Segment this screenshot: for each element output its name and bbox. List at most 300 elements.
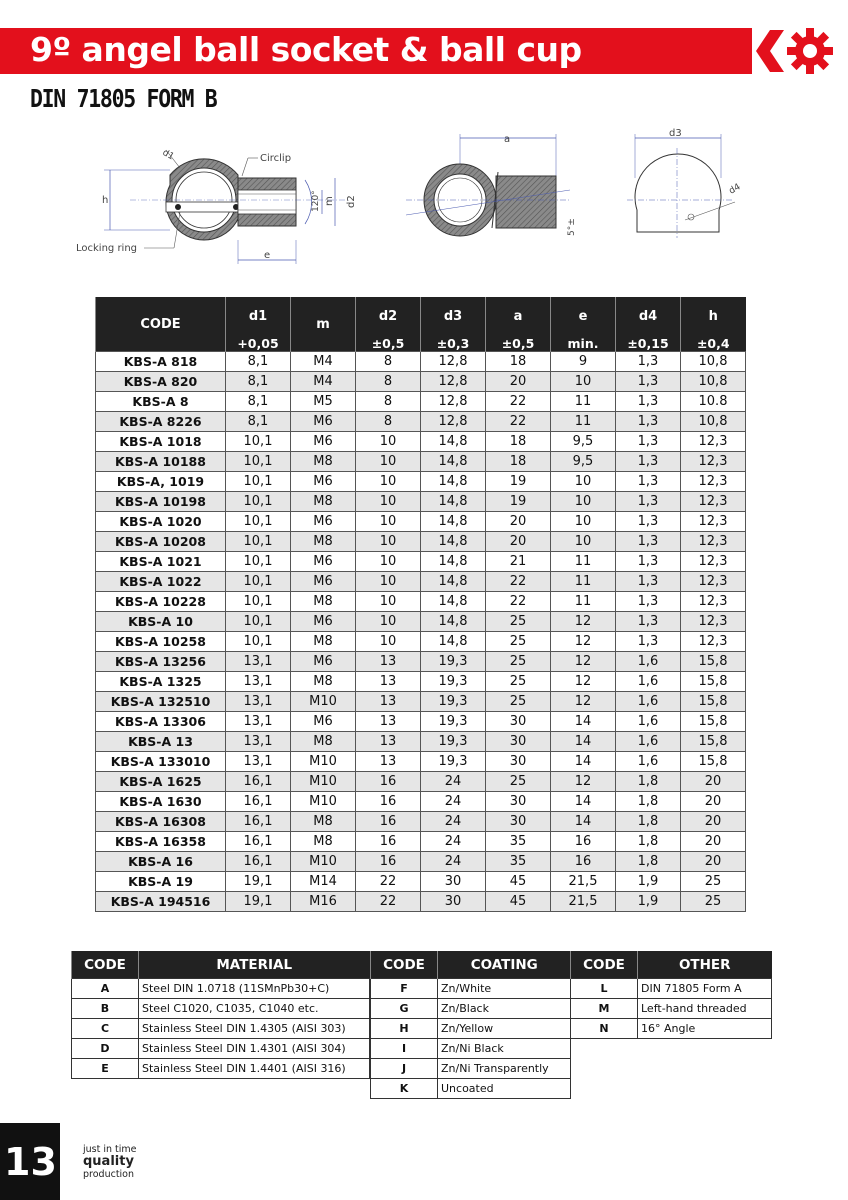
table-cell-code: KBS-A 19 <box>96 872 226 892</box>
table-cell: 9,5 <box>551 452 616 472</box>
table-cell: M6 <box>291 412 356 432</box>
table-cell: 20 <box>486 532 551 552</box>
table-header-row <box>96 297 746 335</box>
table-cell: 30 <box>421 892 486 912</box>
table-cell: 14 <box>551 792 616 812</box>
table-cell: 8 <box>356 412 421 432</box>
table-cell: 1,8 <box>616 772 681 792</box>
socket-tilt-drawing <box>400 130 580 250</box>
table-cell: 16,1 <box>226 772 291 792</box>
table-cell: 16 <box>356 852 421 872</box>
table-cell: 18 <box>486 452 551 472</box>
table-cell: 10 <box>356 472 421 492</box>
table-cell: 13,1 <box>226 672 291 692</box>
table-cell: 22 <box>486 412 551 432</box>
table-cell: 11 <box>551 592 616 612</box>
table-cell: M8 <box>291 492 356 512</box>
footer-line-1: just in time <box>83 1144 137 1155</box>
table-cell: 13,1 <box>226 732 291 752</box>
tolerance-d2: ±0,5 <box>356 335 421 352</box>
material-name: Stainless Steel DIN 1.4401 (AISI 316) <box>139 1059 370 1079</box>
table-row <box>96 812 746 832</box>
table-cell: 24 <box>421 772 486 792</box>
tolerance-d1: +0,05 <box>226 335 291 352</box>
table-row <box>96 412 746 432</box>
table-cell: 10,1 <box>226 612 291 632</box>
table-cell: 16 <box>551 832 616 852</box>
table-cell: 10 <box>551 512 616 532</box>
table-cell: 19,1 <box>226 892 291 912</box>
table-cell: M6 <box>291 652 356 672</box>
table-cell: M6 <box>291 712 356 732</box>
table-row <box>96 652 746 672</box>
table-cell: 20 <box>681 832 746 852</box>
table-cell: 35 <box>486 852 551 872</box>
label-d1: d1 <box>160 147 176 163</box>
other-name: Left-hand threaded <box>638 999 772 1019</box>
table-cell: 24 <box>421 812 486 832</box>
table-cell: 14,8 <box>421 472 486 492</box>
table-cell: 16 <box>356 812 421 832</box>
table-cell: 12,3 <box>681 612 746 632</box>
table-cell: 19,3 <box>421 692 486 712</box>
table-cell: 8,1 <box>226 352 291 372</box>
coating-name: Zn/White <box>438 979 571 999</box>
coating-row <box>371 999 571 1019</box>
label-tilt: 5°± <box>567 218 577 236</box>
table-cell: 19 <box>486 492 551 512</box>
table-cell: 19,3 <box>421 732 486 752</box>
table-cell: 1,3 <box>616 412 681 432</box>
table-cell: M10 <box>291 852 356 872</box>
coating-code: J <box>371 1059 438 1079</box>
table-cell: 12,3 <box>681 592 746 612</box>
page-title: 9º angel ball socket & ball cup <box>30 30 582 69</box>
table-cell: 10,1 <box>226 552 291 572</box>
table-row <box>96 892 746 912</box>
table-row <box>96 752 746 772</box>
table-cell: 14,8 <box>421 612 486 632</box>
table-cell: M8 <box>291 832 356 852</box>
table-cell: 10 <box>356 452 421 472</box>
table-cell: M6 <box>291 512 356 532</box>
table-cell: 9 <box>551 352 616 372</box>
table-cell: 1,3 <box>616 632 681 652</box>
table-cell: 14,8 <box>421 572 486 592</box>
header-m: m <box>291 297 356 352</box>
table-cell: M6 <box>291 572 356 592</box>
ball-cup-drawing <box>625 128 755 243</box>
label-d2: d2 <box>346 195 357 208</box>
table-cell: 13 <box>356 732 421 752</box>
table-cell-code: KBS-A 1021 <box>96 552 226 572</box>
table-cell: 25 <box>681 872 746 892</box>
table-row <box>96 732 746 752</box>
table-cell: 14,8 <box>421 512 486 532</box>
table-cell: 45 <box>486 892 551 912</box>
table-cell-code: KBS-A 10258 <box>96 632 226 652</box>
table-row <box>96 432 746 452</box>
table-cell: 8 <box>356 352 421 372</box>
table-cell: 22 <box>356 892 421 912</box>
table-cell: 12,3 <box>681 472 746 492</box>
tolerance-h: ±0,4 <box>681 335 746 352</box>
material-table <box>71 951 370 1079</box>
coating-code: K <box>371 1079 438 1099</box>
coating-row <box>371 1079 571 1099</box>
table-cell: 9,5 <box>551 432 616 452</box>
table-cell: 25 <box>486 612 551 632</box>
material-code: E <box>72 1059 139 1079</box>
table-cell: 10 <box>356 612 421 632</box>
dimensions-table-body <box>96 352 746 912</box>
table-cell: 12,3 <box>681 552 746 572</box>
table-cell: 10 <box>356 492 421 512</box>
table-cell: 22 <box>486 392 551 412</box>
material-row <box>72 999 370 1019</box>
label-m: m <box>324 196 335 206</box>
table-cell: 1,6 <box>616 712 681 732</box>
table-cell: 1,3 <box>616 532 681 552</box>
table-cell: 8,1 <box>226 372 291 392</box>
material-name: Stainless Steel DIN 1.4301 (AISI 304) <box>139 1039 370 1059</box>
coating-code: F <box>371 979 438 999</box>
table-cell: 12 <box>551 772 616 792</box>
table-cell: 25 <box>681 892 746 912</box>
table-cell: 25 <box>486 632 551 652</box>
table-cell: 1,3 <box>616 452 681 472</box>
gear-logo-icon <box>754 26 836 76</box>
table-cell-code: KBS-A 820 <box>96 372 226 392</box>
label-circlip: Circlip <box>260 153 292 164</box>
table-cell: 16 <box>356 792 421 812</box>
table-cell: 10,1 <box>226 432 291 452</box>
material-row <box>72 1059 370 1079</box>
page-number: 13 <box>4 1140 57 1184</box>
table-cell: 1,6 <box>616 752 681 772</box>
table-cell: M6 <box>291 432 356 452</box>
table-cell: 10 <box>551 532 616 552</box>
table-cell: 1,3 <box>616 352 681 372</box>
header-d4: d4 <box>616 297 681 335</box>
coating-name: Zn/Ni Black <box>438 1039 571 1059</box>
table-cell: 14,8 <box>421 552 486 572</box>
table-cell: 30 <box>486 792 551 812</box>
tolerance-d3: ±0,3 <box>421 335 486 352</box>
table-cell: 14,8 <box>421 452 486 472</box>
table-cell: 19,1 <box>226 872 291 892</box>
table-cell-code: KBS-A 16308 <box>96 812 226 832</box>
table-cell-code: KBS-A 194516 <box>96 892 226 912</box>
table-row <box>96 852 746 872</box>
other-name: 16° Angle <box>638 1019 772 1039</box>
table-cell: 25 <box>486 652 551 672</box>
table-cell: 1,8 <box>616 792 681 812</box>
header-d2: d2 <box>356 297 421 335</box>
table-cell: 1,3 <box>616 372 681 392</box>
dimensions-table <box>95 297 746 912</box>
table-row <box>96 572 746 592</box>
table-cell-code: KBS-A 1630 <box>96 792 226 812</box>
table-cell: 1,9 <box>616 892 681 912</box>
table-cell: M8 <box>291 592 356 612</box>
other-row <box>571 1019 772 1039</box>
table-cell-code: KBS-A 16358 <box>96 832 226 852</box>
table-cell: 18 <box>486 352 551 372</box>
table-cell: 19 <box>486 472 551 492</box>
material-name-header: MATERIAL <box>139 951 370 979</box>
table-cell: 1,3 <box>616 472 681 492</box>
other-row <box>571 999 772 1019</box>
table-cell-code: KBS-A 13256 <box>96 652 226 672</box>
table-cell: 1,6 <box>616 692 681 712</box>
table-cell: 16 <box>356 832 421 852</box>
table-row <box>96 612 746 632</box>
coating-name: Zn/Ni Transparently <box>438 1059 571 1079</box>
table-cell: 13,1 <box>226 712 291 732</box>
table-cell: 10,8 <box>681 412 746 432</box>
table-cell: 12,8 <box>421 412 486 432</box>
table-cell-code: KBS-A 10208 <box>96 532 226 552</box>
table-cell-code: KBS-A 1625 <box>96 772 226 792</box>
table-cell: 1,8 <box>616 852 681 872</box>
table-cell: 10,1 <box>226 472 291 492</box>
table-cell: 1,3 <box>616 612 681 632</box>
table-cell: 12 <box>551 632 616 652</box>
material-code: C <box>72 1019 139 1039</box>
table-cell: 10 <box>551 492 616 512</box>
table-cell: 10,1 <box>226 532 291 552</box>
table-cell: 15,8 <box>681 712 746 732</box>
table-cell: 1,8 <box>616 812 681 832</box>
table-row <box>96 372 746 392</box>
material-code: A <box>72 979 139 999</box>
table-cell: 15,8 <box>681 652 746 672</box>
coating-name: Zn/Yellow <box>438 1019 571 1039</box>
table-cell: 8 <box>356 372 421 392</box>
other-code: L <box>571 979 638 999</box>
header-e: e <box>551 297 616 335</box>
table-cell: 16 <box>356 772 421 792</box>
table-cell: 14 <box>551 812 616 832</box>
table-row <box>96 552 746 572</box>
table-cell: 1,6 <box>616 652 681 672</box>
coating-code: I <box>371 1039 438 1059</box>
table-cell: 21,5 <box>551 892 616 912</box>
header-code: CODE <box>96 297 226 352</box>
table-cell: 30 <box>486 732 551 752</box>
table-cell: M6 <box>291 612 356 632</box>
table-cell: 14,8 <box>421 632 486 652</box>
table-cell: 16,1 <box>226 812 291 832</box>
table-row <box>96 692 746 712</box>
table-cell: 25 <box>486 672 551 692</box>
label-d3: d3 <box>669 128 682 139</box>
table-cell: 13,1 <box>226 692 291 712</box>
tolerance-d4: ±0,15 <box>616 335 681 352</box>
table-cell: 15,8 <box>681 752 746 772</box>
table-cell: 1,3 <box>616 552 681 572</box>
table-cell: M16 <box>291 892 356 912</box>
table-cell: 16 <box>551 852 616 872</box>
tolerance-e: min. <box>551 335 616 352</box>
material-row <box>72 979 370 999</box>
title-bar <box>0 28 752 74</box>
label-locking-ring: Locking ring <box>76 243 138 254</box>
table-cell: 20 <box>486 372 551 392</box>
table-row <box>96 832 746 852</box>
table-row <box>96 492 746 512</box>
table-cell: 12 <box>551 612 616 632</box>
table-cell: M6 <box>291 472 356 492</box>
material-row <box>72 1039 370 1059</box>
table-cell: 8 <box>356 392 421 412</box>
table-cell: 16,1 <box>226 832 291 852</box>
tolerance-a: ±0,5 <box>486 335 551 352</box>
label-angle: 120° <box>311 190 321 212</box>
other-name-header: OTHER <box>638 951 772 979</box>
table-cell: 10 <box>356 552 421 572</box>
coating-code: H <box>371 1019 438 1039</box>
table-cell: 14,8 <box>421 432 486 452</box>
table-cell: 14 <box>551 712 616 732</box>
table-cell: M4 <box>291 372 356 392</box>
table-cell: M10 <box>291 752 356 772</box>
table-cell: 10,1 <box>226 492 291 512</box>
table-row <box>96 352 746 372</box>
table-cell: 12 <box>551 692 616 712</box>
coating-name: Zn/Black <box>438 999 571 1019</box>
table-cell: 24 <box>421 852 486 872</box>
table-cell: 20 <box>486 512 551 532</box>
table-cell: 1,3 <box>616 432 681 452</box>
other-row <box>571 979 772 999</box>
table-cell: 10 <box>356 592 421 612</box>
header-d1: d1 <box>226 297 291 335</box>
table-cell: 20 <box>681 792 746 812</box>
table-cell: 12,8 <box>421 352 486 372</box>
table-cell: 24 <box>421 792 486 812</box>
table-cell: M8 <box>291 732 356 752</box>
table-cell: 1,8 <box>616 832 681 852</box>
table-cell: 1,3 <box>616 592 681 612</box>
table-cell: 14,8 <box>421 532 486 552</box>
table-cell: 10,1 <box>226 512 291 532</box>
table-cell: M14 <box>291 872 356 892</box>
material-name: Steel C1020, C1035, C1040 etc. <box>139 999 370 1019</box>
table-cell: 13 <box>356 752 421 772</box>
table-cell: 10,8 <box>681 372 746 392</box>
table-row <box>96 632 746 652</box>
table-cell: 12,3 <box>681 432 746 452</box>
table-cell: 10,1 <box>226 632 291 652</box>
label-d4: d4 <box>727 182 743 197</box>
table-cell: 20 <box>681 772 746 792</box>
table-cell-code: KBS-A 13 <box>96 732 226 752</box>
table-cell: 35 <box>486 832 551 852</box>
table-cell: 21 <box>486 552 551 572</box>
table-cell-code: KBS-A, 1019 <box>96 472 226 492</box>
table-cell: 10,8 <box>681 352 746 372</box>
table-cell: 12,8 <box>421 372 486 392</box>
table-cell: 19,3 <box>421 672 486 692</box>
table-cell: 22 <box>486 592 551 612</box>
table-cell: 12,3 <box>681 492 746 512</box>
material-name: Stainless Steel DIN 1.4305 (AISI 303) <box>139 1019 370 1039</box>
table-cell: 22 <box>356 872 421 892</box>
table-cell: 8,1 <box>226 412 291 432</box>
table-cell: 30 <box>486 812 551 832</box>
table-cell: 20 <box>681 852 746 872</box>
table-cell: 1,3 <box>616 512 681 532</box>
table-cell: 10 <box>551 472 616 492</box>
table-cell-code: KBS-A 10188 <box>96 452 226 472</box>
table-row <box>96 872 746 892</box>
coating-code-header: CODE <box>371 951 438 979</box>
material-name: Steel DIN 1.0718 (11SMnPb30+C) <box>139 979 370 999</box>
table-cell-code: KBS-A 1325 <box>96 672 226 692</box>
table-cell: 12,3 <box>681 632 746 652</box>
table-cell: 12,3 <box>681 532 746 552</box>
table-cell-code: KBS-A 1020 <box>96 512 226 532</box>
other-code-header: CODE <box>571 951 638 979</box>
table-cell-code: KBS-A 1018 <box>96 432 226 452</box>
table-cell: 13 <box>356 692 421 712</box>
label-h: h <box>102 195 109 206</box>
table-cell: 14 <box>551 752 616 772</box>
table-cell: M10 <box>291 792 356 812</box>
table-cell: 25 <box>486 692 551 712</box>
table-row <box>96 532 746 552</box>
table-cell: 19,3 <box>421 652 486 672</box>
table-cell-code: KBS-A 10 <box>96 612 226 632</box>
table-row <box>96 792 746 812</box>
table-cell: 10 <box>551 372 616 392</box>
table-cell-code: KBS-A 10228 <box>96 592 226 612</box>
table-cell: 11 <box>551 392 616 412</box>
table-cell: 13 <box>356 652 421 672</box>
page-subtitle: DIN 71805 FORM B <box>30 84 217 113</box>
header-d3: d3 <box>421 297 486 335</box>
table-cell: 11 <box>551 412 616 432</box>
table-cell: 19,3 <box>421 712 486 732</box>
table-cell: 10.8 <box>681 392 746 412</box>
table-cell: 12,3 <box>681 452 746 472</box>
table-row <box>96 772 746 792</box>
table-cell: 10 <box>356 512 421 532</box>
table-cell: 11 <box>551 572 616 592</box>
table-cell: M8 <box>291 812 356 832</box>
table-row <box>96 392 746 412</box>
table-cell: 15,8 <box>681 672 746 692</box>
table-cell: 12 <box>551 652 616 672</box>
coating-name-header: COATING <box>438 951 571 979</box>
socket-section-drawing <box>70 140 370 270</box>
table-cell: 14,8 <box>421 492 486 512</box>
table-cell: 13 <box>356 712 421 732</box>
table-cell-code: KBS-A 133010 <box>96 752 226 772</box>
table-cell: 1,6 <box>616 672 681 692</box>
other-code: N <box>571 1019 638 1039</box>
label-a: a <box>504 134 511 145</box>
table-cell: 1,9 <box>616 872 681 892</box>
table-cell: 1,3 <box>616 392 681 412</box>
table-row <box>96 512 746 532</box>
table-cell: 12 <box>551 672 616 692</box>
table-cell: M10 <box>291 692 356 712</box>
table-cell: 21,5 <box>551 872 616 892</box>
table-cell: 10,1 <box>226 592 291 612</box>
